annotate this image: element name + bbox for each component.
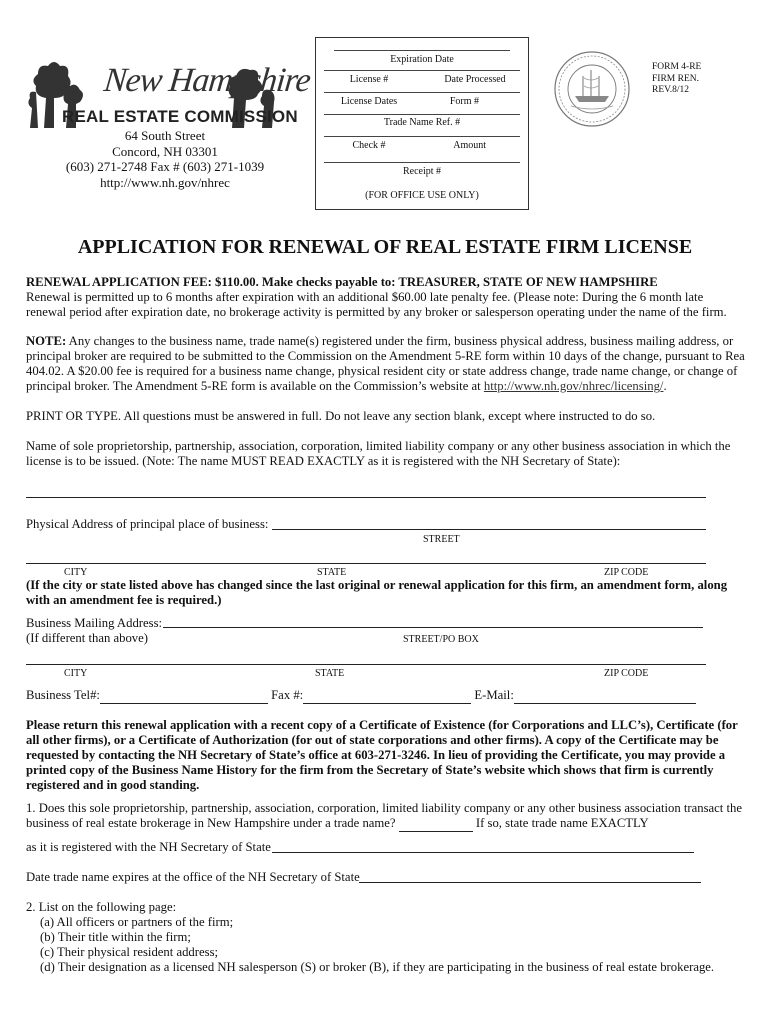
check-number-label: Check # bbox=[352, 140, 386, 151]
commission-address bbox=[60, 128, 270, 190]
physical-city-state-zip-field[interactable] bbox=[26, 563, 706, 564]
license-dates-label: License Dates bbox=[340, 96, 398, 107]
trade-name-field[interactable] bbox=[272, 852, 694, 853]
page-title: APPLICATION FOR RENEWAL OF REAL ESTATE FIRM LICENSE bbox=[77, 236, 693, 258]
licensing-link[interactable]: http://www.nh.gov/nhrec/licensing/ bbox=[483, 379, 664, 393]
question-2-intro: 2. List on the following page: bbox=[26, 900, 177, 914]
city-caption: CITY bbox=[64, 567, 88, 578]
list-item: (c) Their physical resident address; bbox=[40, 945, 219, 959]
note-section bbox=[26, 334, 746, 394]
state-caption: STATE bbox=[315, 668, 345, 679]
street-caption: STREET bbox=[423, 534, 460, 545]
question-2 bbox=[26, 900, 746, 975]
form-identifier bbox=[652, 62, 701, 97]
logo-script-text: New Hampshire bbox=[102, 62, 312, 99]
office-use-only-label: (FOR OFFICE USE ONLY) bbox=[365, 190, 479, 201]
field-line bbox=[334, 50, 510, 51]
zip-caption: ZIP CODE bbox=[604, 668, 649, 679]
business-tel-field[interactable] bbox=[100, 688, 268, 704]
date-processed-label: Date Processed bbox=[444, 74, 506, 85]
field-line bbox=[324, 114, 520, 115]
note-label: NOTE: bbox=[26, 334, 67, 348]
question-1 bbox=[26, 801, 746, 832]
field-line bbox=[324, 92, 520, 93]
street-po-box-caption: STREET/PO BOX bbox=[403, 634, 479, 645]
mailing-address-sub: (If different than above) bbox=[26, 631, 148, 645]
trade-name-expiration-field[interactable] bbox=[359, 882, 701, 883]
print-or-type-instruction: PRINT OR TYPE. All questions must be answered in full. Do not leave any section blank, except where instructed to do so. bbox=[26, 409, 656, 423]
trade-name-ref-label: Trade Name Ref. # bbox=[383, 117, 461, 128]
question-1-if-so: If so, state trade name EXACTLY bbox=[475, 816, 649, 830]
list-item: (b) Their title within the firm; bbox=[40, 930, 191, 944]
question-1-text: 1. Does this sole proprietorship, partnership, association, corporation, limited liability company or any other business association transact the business of real estate brokerage in New Hampshire under a trade name? bbox=[26, 801, 742, 830]
form-id-line: FORM 4-RE bbox=[652, 62, 702, 72]
logo-subtitle: REAL ESTATE COMMISSION bbox=[62, 107, 298, 126]
address-line: Concord, NH 03301 bbox=[112, 143, 218, 159]
business-tel-label: Business Tel#: bbox=[26, 688, 100, 702]
note-end: . bbox=[663, 379, 667, 393]
contact-row bbox=[26, 688, 746, 704]
amount-label: Amount bbox=[453, 140, 487, 151]
form-id-line: REV.8/12 bbox=[652, 85, 690, 95]
field-line bbox=[324, 136, 520, 137]
physical-street-field[interactable] bbox=[272, 529, 706, 530]
receipt-number-label: Receipt # bbox=[402, 166, 442, 177]
zip-caption: ZIP CODE bbox=[604, 567, 649, 578]
fee-section bbox=[26, 275, 746, 320]
website-url: http://www.nh.gov/nhrec bbox=[100, 174, 230, 190]
license-number-label: License # bbox=[349, 74, 389, 85]
state-seal-icon bbox=[553, 50, 631, 128]
city-change-warning: (If the city or state listed above has changed since the last original or renewal application for this firm, an amendment form, along with an amendment fee is required.) bbox=[26, 578, 728, 607]
city-caption: CITY bbox=[64, 668, 88, 679]
fee-text: Renewal is permitted up to 6 months after expiration with an additional $60.00 late penalty fee. (Please note: During the 6 month late renewal period after expiration date, no brokerage activity is permitted by any broker or salesperson operating under the name of the firm. bbox=[26, 290, 727, 319]
office-use-box bbox=[315, 37, 529, 210]
list-item: (a) All officers or partners of the firm; bbox=[40, 915, 234, 929]
address-line: 64 South Street bbox=[124, 128, 206, 143]
trade-name-expires-label: Date trade name expires at the office of the NH Secretary of State bbox=[26, 870, 360, 884]
field-line bbox=[324, 162, 520, 163]
fax-label: Fax #: bbox=[271, 688, 304, 702]
physical-address-label: Physical Address of principal place of business: bbox=[26, 517, 269, 531]
form-id-line: FIRM REN. bbox=[652, 73, 699, 84]
fax-field[interactable] bbox=[303, 688, 471, 704]
state-caption: STATE bbox=[317, 567, 347, 578]
list-item: (d) Their designation as a licensed NH salesperson (S) or broker (B), if they are participating in the business of real estate brokerage. bbox=[40, 960, 715, 974]
business-name-field[interactable] bbox=[26, 497, 706, 498]
email-field[interactable] bbox=[514, 688, 696, 704]
note-text: Any changes to the business name, trade name(s) registered under the firm, business physical address, business mailing address, or principal broker are required to be submitted to the Commission on the Amendment 5-RE form within 10 days of the change, pursuant to Rea 404.02. A $20.00 fee is required for a business name change, physical resident city or state address change, trade name change, or change of principal broker. The Amendment 5-RE form is available on the Commission’s website at bbox=[26, 334, 745, 393]
fee-heading: RENEWAL APPLICATION FEE: $110.00. Make checks payable to: TREASURER, STATE OF NEW HAMPSHIRE bbox=[26, 275, 658, 289]
field-line bbox=[324, 70, 520, 71]
registered-label: as it is registered with the NH Secretary of State bbox=[26, 840, 271, 854]
expiration-date-label: Expiration Date bbox=[390, 54, 454, 65]
mailing-city-state-zip-field[interactable] bbox=[26, 664, 706, 665]
mailing-address-label: Business Mailing Address: bbox=[26, 616, 163, 630]
email-label: E-Mail: bbox=[474, 688, 514, 702]
form-number-label: Form # bbox=[449, 96, 479, 107]
certificate-return-notice: Please return this renewal application with a recent copy of a Certificate of Existence (for Corporations and LLC’s), Certificate (for all other firms), or a Certificate of Authorization (for out of state corporations and other firms). A copy of the Certificate may be requested by contacting the NH Secretary of State’s office at 603-271-3246. In lieu of providing the Certificate, you may provide a printed copy of the Business Name History for the firm from the Secretary of State’s website which shows that firm is currently registered and in good standing. bbox=[26, 718, 738, 792]
business-name-instructions: Name of sole proprietorship, partnership, association, corporation, limited liability company or any other business association in which the license is to be issued. (Note: The name MUST READ EXACTLY as it is registered with the NH Secretary of State): bbox=[26, 439, 731, 468]
trade-name-answer-field[interactable] bbox=[399, 816, 473, 832]
mailing-street-field[interactable] bbox=[163, 627, 703, 628]
address-line: (603) 271-2748 Fax # (603) 271-1039 bbox=[65, 159, 265, 174]
